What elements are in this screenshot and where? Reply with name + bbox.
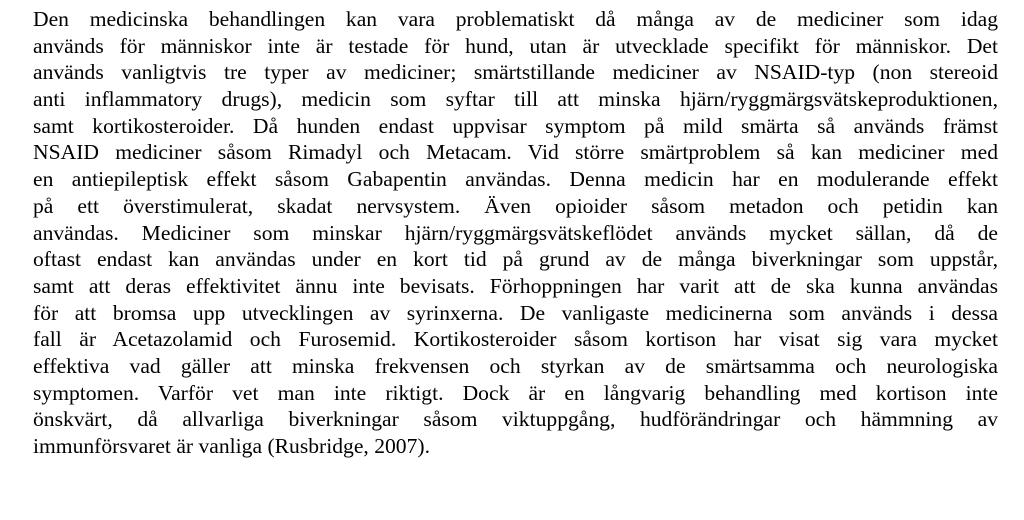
paragraph-line: används vanligtvis tre typer av mediciner; smärtstillande mediciner av NSAID-typ (non stereoid	[33, 60, 998, 85]
paragraph-line: Den medicinska behandlingen kan vara problematiskt då många av de mediciner som idag	[33, 7, 998, 31]
paragraph-line: på ett överstimulerat, skadat nervsystem. Även opioider såsom metadon och petidin kan	[33, 193, 998, 218]
paragraph-line: samt att deras effektivitet ännu inte bevisats. Förhoppningen har varit att de ska kunna användas	[33, 273, 998, 298]
paragraph-line: NSAID mediciner såsom Rimadyl och Metacam. Vid större smärtproblem så kan mediciner med	[33, 140, 998, 165]
body-paragraph	[33, 6, 998, 460]
paragraph-line: immunförsvaret är vanliga (Rusbridge, 2007).	[33, 434, 430, 458]
paragraph-line: för att bromsa upp utvecklingen av syrinxerna. De vanligaste medicinerna som används i dessa	[33, 300, 998, 325]
paragraph-line: oftast endast kan användas under en kort tid på grund av de många biverkningar som uppstår,	[33, 247, 998, 272]
paragraph-line: effektiva vad gäller att minska frekvensen och styrkan av de smärtsamma och neurologiska	[33, 353, 998, 378]
paragraph-line: användas. Mediciner som minskar hjärn/ryggmärgsvätskeflödet används mycket sällan, då de	[33, 220, 998, 245]
paragraph-line: fall är Acetazolamid och Furosemid. Kortikosteroider såsom kortison har visat sig vara mycket	[33, 327, 998, 352]
paragraph-line: en antiepileptisk effekt såsom Gabapentin användas. Denna medicin har en modulerande effekt	[33, 167, 998, 192]
paragraph-line: samt kortikosteroider. Då hunden endast uppvisar symptom på mild smärta så används främst	[33, 113, 998, 138]
paragraph-line: används för människor inte är testade för hund, utan är utvecklade specifikt för människor. Det	[33, 33, 998, 58]
paragraph-line: önskvärt, då allvarliga biverkningar såsom viktuppgång, hudförändringar och hämmning av	[33, 407, 998, 432]
paragraph-line: anti inflammatory drugs), medicin som syftar till att minska hjärn/ryggmärgsvätskeproduktionen,	[33, 87, 998, 112]
paragraph-line: symptomen. Varför vet man inte riktigt. Dock är en långvarig behandling med kortison inte	[33, 380, 998, 405]
